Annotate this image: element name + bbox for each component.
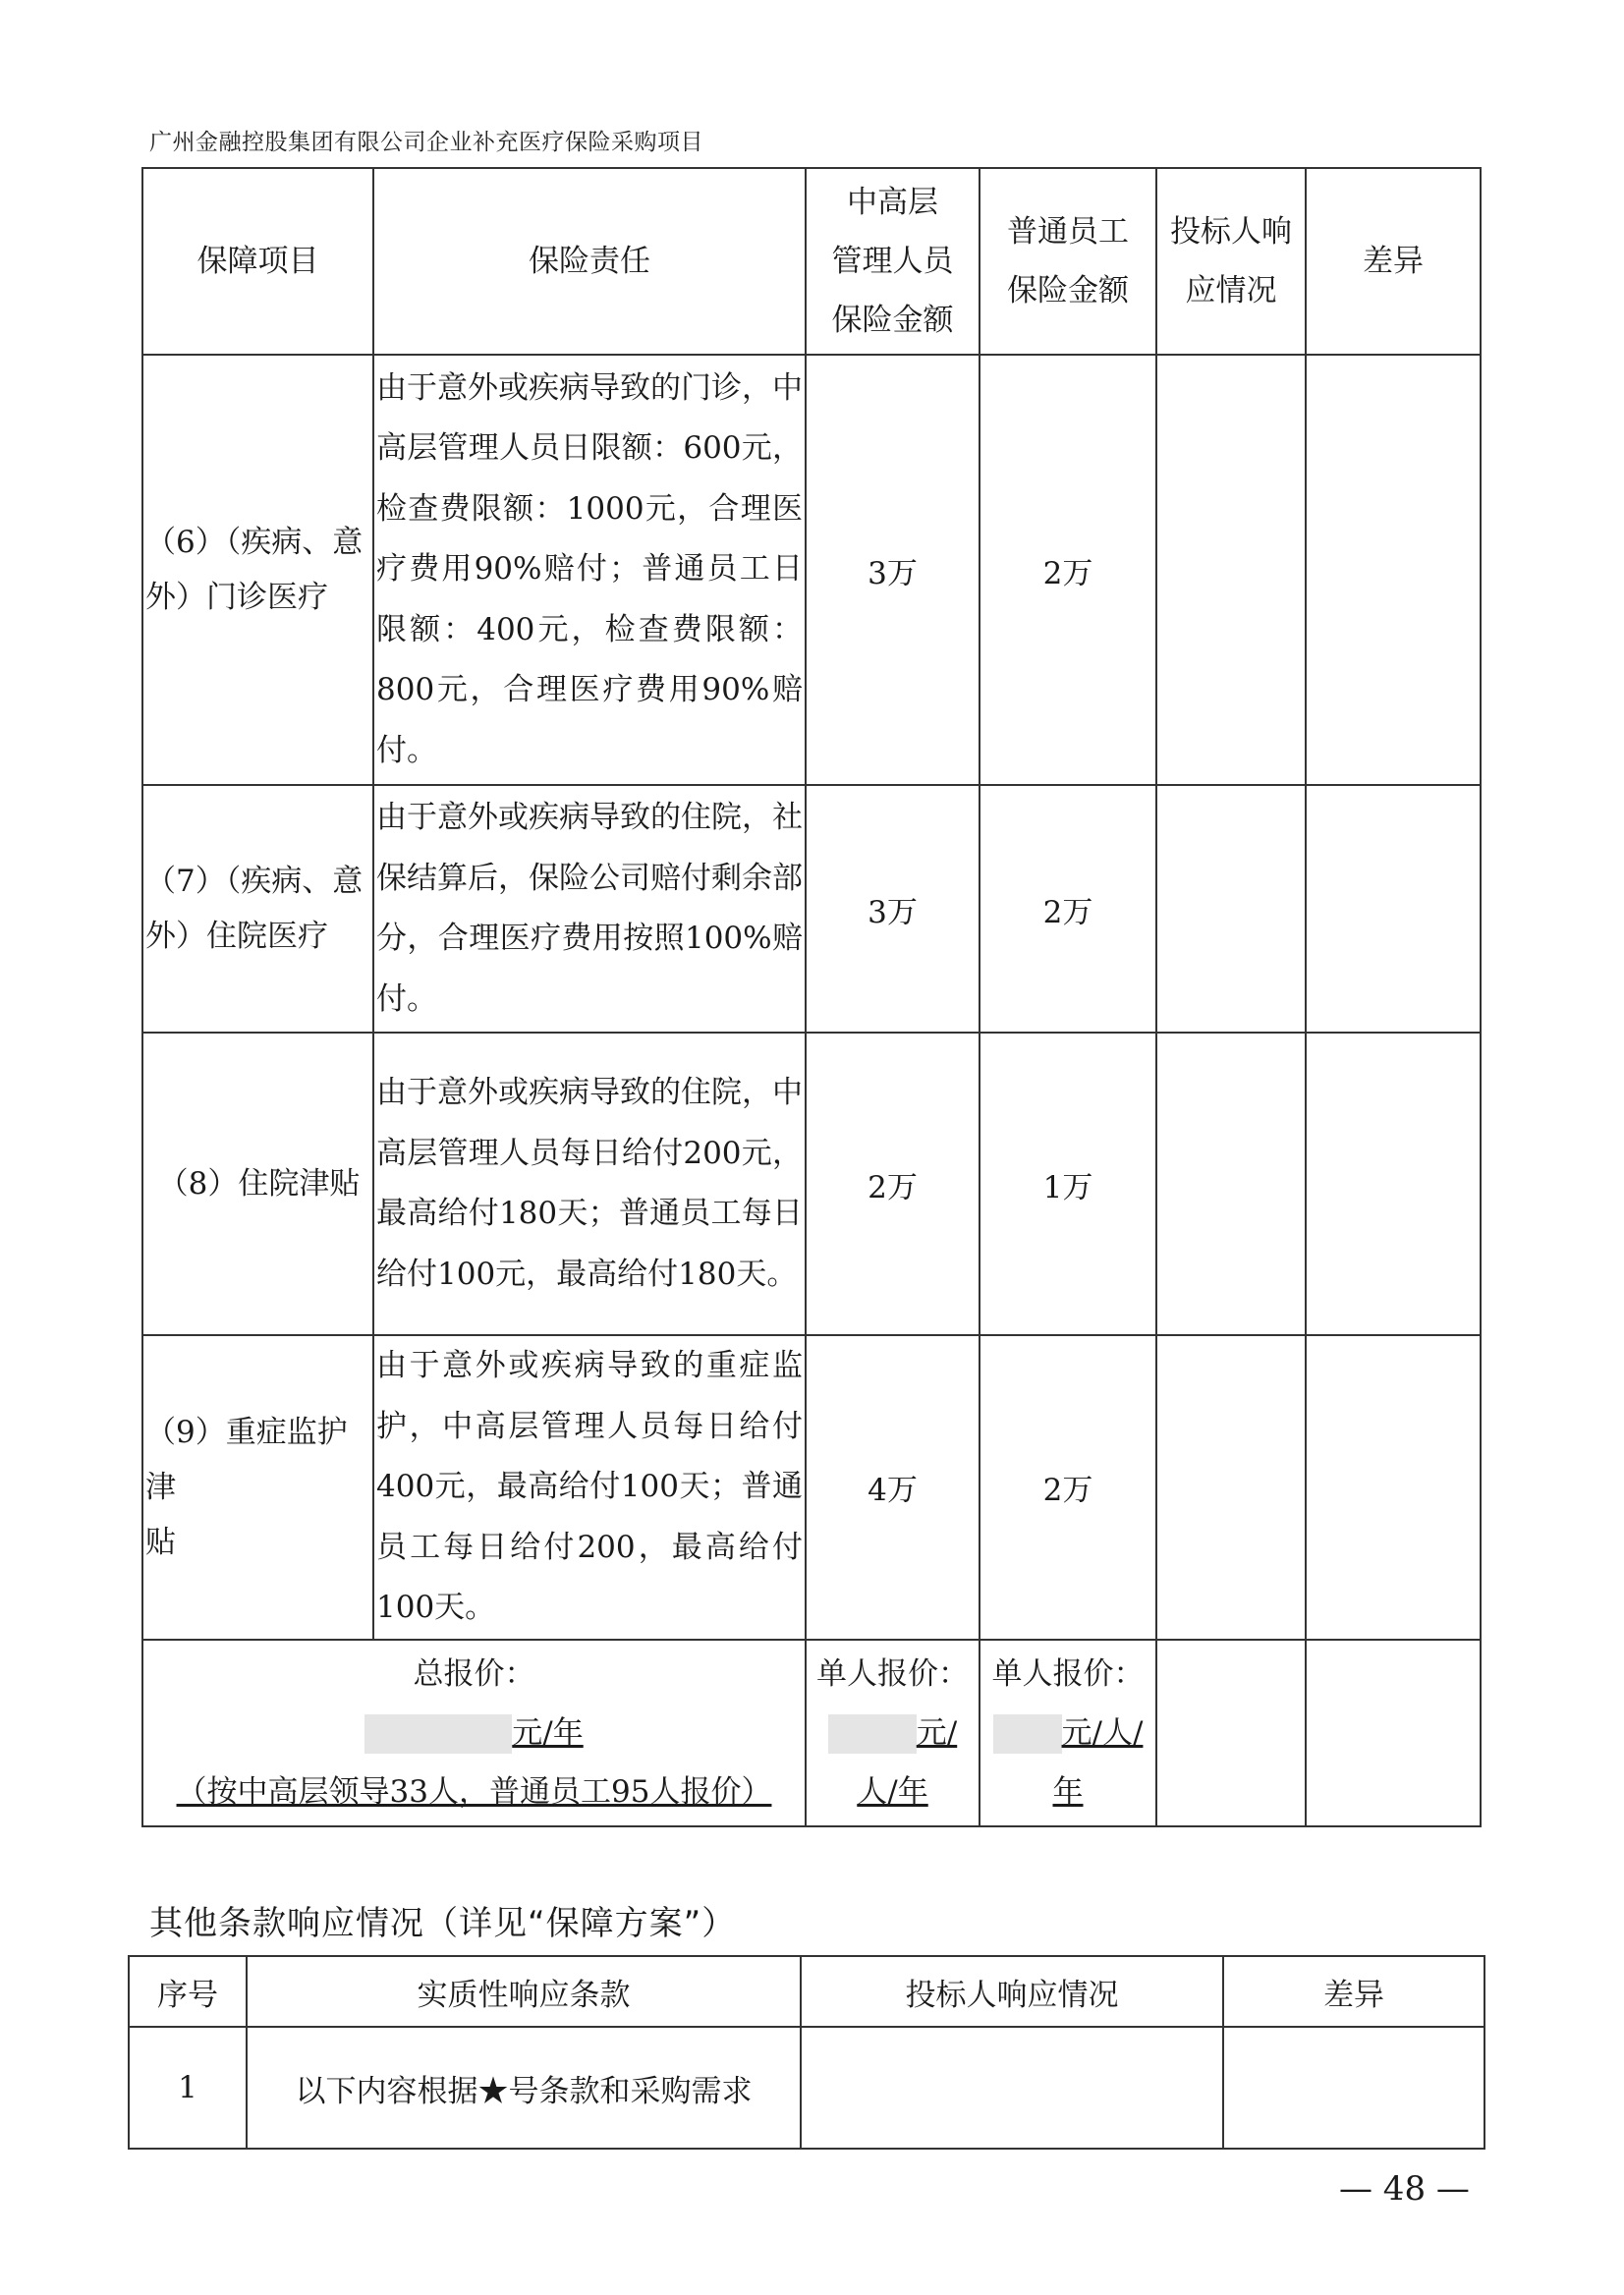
table-row xyxy=(142,355,1481,785)
header-difference: 差异 xyxy=(1223,1956,1484,2027)
bidder-response-cell[interactable] xyxy=(1156,1640,1306,1826)
bidder-response-cell[interactable] xyxy=(1156,355,1306,785)
coverage-item xyxy=(142,785,373,1033)
senior-amount: 3万 xyxy=(806,785,980,1033)
coverage-liability: 由于意外或疾病导致的住院，社保结算后，保险公司赔付剩余部分，合理医疗费用按照100%赔付。 xyxy=(373,785,806,1033)
item-line: （8）住院津贴 xyxy=(157,1166,361,1202)
page-header: 广州金融控股集团有限公司企业补充医疗保险采购项目 xyxy=(149,130,703,155)
total-quote-label: 总报价： xyxy=(413,1655,535,1692)
difference-cell[interactable] xyxy=(1306,355,1481,785)
table-row xyxy=(142,785,1481,1033)
header-senior-line-3: 保险金额 xyxy=(831,303,954,338)
total-quote-blank[interactable] xyxy=(364,1714,512,1754)
header-response-line-2: 应情况 xyxy=(1185,273,1277,308)
bidder-response-cell[interactable] xyxy=(1156,785,1306,1033)
header-clause: 实质性响应条款 xyxy=(247,1956,801,2027)
difference-cell[interactable] xyxy=(1306,1033,1481,1335)
total-quote-unit: 元/年 xyxy=(512,1714,584,1751)
item-line: 外）住院医疗 xyxy=(145,919,328,954)
coverage-liability: 由于意外或疾病导致的门诊，中高层管理人员日限额：600元，检查费限额：1000元，合理医疗费用90%赔付；普通员工日限额：400元，检查费限额：800元，合理医疗费用90%赔付。 xyxy=(373,355,806,785)
senior-unit-quote-field[interactable] xyxy=(807,1704,979,1763)
item-line: 贴 xyxy=(145,1524,176,1560)
item-line: （7）（疾病、意 xyxy=(145,864,364,899)
difference-cell[interactable] xyxy=(1306,1640,1481,1826)
header-no: 序号 xyxy=(129,1956,247,2027)
item-line: （6）（疾病、意 xyxy=(145,525,364,560)
staff-unit-quote-label: 单人报价： xyxy=(991,1655,1145,1692)
table-row xyxy=(142,1335,1481,1640)
header-liability: 保险责任 xyxy=(373,168,806,355)
staff-amount: 2万 xyxy=(980,355,1156,785)
header-staff-line-1: 普通员工 xyxy=(1007,214,1129,250)
header-senior-amount xyxy=(806,168,980,355)
senior-unit-quote-cell xyxy=(806,1640,980,1826)
staff-amount: 1万 xyxy=(980,1033,1156,1335)
staff-unit-quote-blank[interactable] xyxy=(993,1714,1062,1754)
table-header-row xyxy=(142,168,1481,355)
header-staff-line-2: 保险金额 xyxy=(1007,273,1129,308)
header-item: 保障项目 xyxy=(142,168,373,355)
header-bidder-response xyxy=(1156,168,1306,355)
coverage-item xyxy=(142,355,373,785)
coverage-table xyxy=(141,167,1482,1827)
coverage-liability: 由于意外或疾病导致的重症监护，中高层管理人员每日给付400元，最高给付100天；普通员工每日给付200，最高给付100天。 xyxy=(373,1335,806,1640)
senior-amount: 2万 xyxy=(806,1033,980,1335)
header-senior-line-1: 中高层 xyxy=(847,185,938,220)
difference-cell[interactable] xyxy=(1223,2027,1484,2149)
header-senior-line-2: 管理人员 xyxy=(831,244,954,279)
staff-unit-quote-cell xyxy=(980,1640,1156,1826)
header-difference: 差异 xyxy=(1306,168,1481,355)
staff-unit-quote-unit-2: 年 xyxy=(1052,1773,1084,1810)
bidder-response-cell[interactable] xyxy=(1156,1335,1306,1640)
senior-unit-quote-blank[interactable] xyxy=(828,1714,917,1754)
bidder-response-cell[interactable] xyxy=(801,2027,1223,2149)
coverage-item xyxy=(142,1335,373,1640)
header-bidder-response: 投标人响应情况 xyxy=(801,1956,1223,2027)
section-title: 其他条款响应情况（详见“保障方案”） xyxy=(149,1904,737,1943)
coverage-liability: 由于意外或疾病导致的住院，中高层管理人员每日给付200元，最高给付180天；普通员工每日给付100元，最高给付180天。 xyxy=(373,1033,806,1335)
total-quote-cell xyxy=(142,1640,806,1826)
item-line: 外）门诊医疗 xyxy=(145,580,328,615)
header-response-line-1: 投标人响 xyxy=(1170,214,1292,250)
staff-unit-quote-field[interactable] xyxy=(980,1704,1155,1763)
senior-unit-quote-unit: 元/ xyxy=(916,1714,958,1751)
table-row xyxy=(142,1033,1481,1335)
staff-unit-quote-unit: 元/人/ xyxy=(1061,1714,1144,1751)
senior-unit-quote-unit-2: 人/年 xyxy=(857,1773,928,1810)
difference-cell[interactable] xyxy=(1306,785,1481,1033)
row-number: 1 xyxy=(129,2027,247,2149)
table-header-row xyxy=(129,1956,1484,2027)
senior-amount: 4万 xyxy=(806,1335,980,1640)
senior-unit-quote-label: 单人报价： xyxy=(816,1655,969,1692)
total-quote-note: （按中高层领导33人，普通员工95人报价） xyxy=(176,1773,772,1810)
coverage-item xyxy=(142,1033,373,1335)
staff-amount: 2万 xyxy=(980,1335,1156,1640)
row-clause: 以下内容根据★号条款和采购需求 xyxy=(247,2027,801,2149)
other-terms-table xyxy=(128,1955,1485,2150)
table-row xyxy=(129,2027,1484,2149)
header-staff-amount xyxy=(980,168,1156,355)
total-row xyxy=(142,1640,1481,1826)
staff-amount: 2万 xyxy=(980,785,1156,1033)
senior-amount: 3万 xyxy=(806,355,980,785)
total-quote-field[interactable] xyxy=(143,1704,805,1763)
difference-cell[interactable] xyxy=(1306,1335,1481,1640)
item-line: （9）重症监护津 xyxy=(145,1414,348,1505)
page-number: — 48 — xyxy=(1339,2169,1470,2209)
bidder-response-cell[interactable] xyxy=(1156,1033,1306,1335)
